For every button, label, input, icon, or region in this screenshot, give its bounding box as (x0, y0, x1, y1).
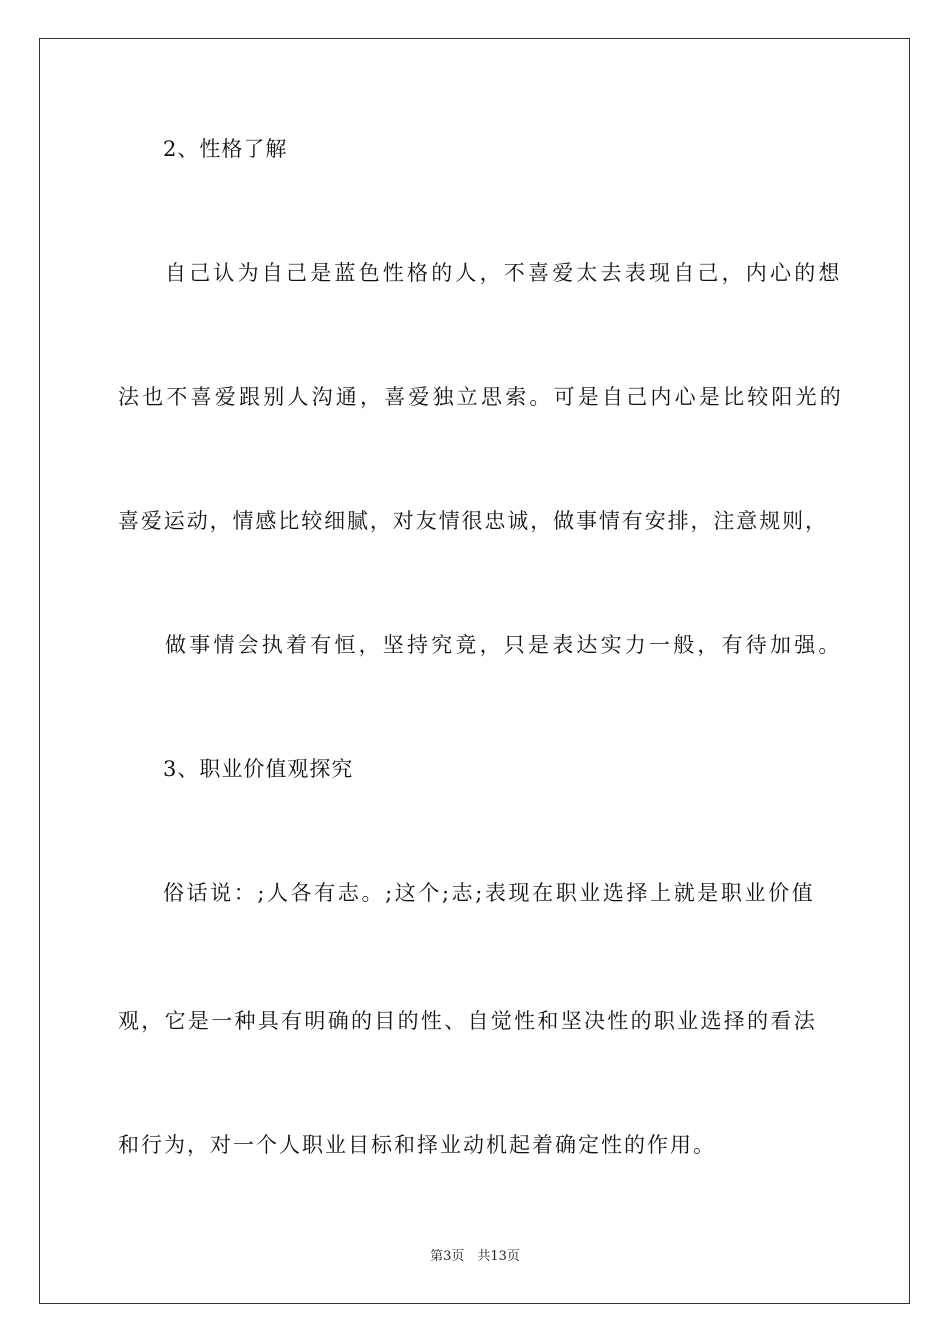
paragraph-line: 自己认为自己是蓝色性格的人，不喜爱太去表现自己，内心的想 (165, 261, 843, 285)
page-border (39, 38, 910, 1304)
section-heading-personality: 2、性格了解 (163, 137, 288, 161)
paragraph-line: 法也不喜爱跟别人沟通，喜爱独立思索。可是自己内心是比较阳光的 (118, 385, 844, 409)
paragraph-line: 喜爱运动，情感比较细腻，对友情很忠诚，做事情有安排，注意规则， (118, 509, 828, 533)
page-number-footer: 第3页 共13页 (430, 1249, 520, 1264)
section-heading-career-values: 3、职业价值观探究 (163, 757, 354, 781)
paragraph-line: 做事情会执着有恒，坚持究竟，只是表达实力一般，有待加强。 (165, 633, 843, 657)
paragraph-line: 俗话说：;人各有志。;这个;志;表现在职业选择上就是职业价值 (163, 881, 816, 905)
paragraph-line: 和行为，对一个人职业目标和择业动机起着确定性的作用。 (118, 1133, 716, 1157)
paragraph-line: 观，它是一种具有明确的目的性、自觉性和坚决性的职业选择的看法 (118, 1009, 817, 1033)
